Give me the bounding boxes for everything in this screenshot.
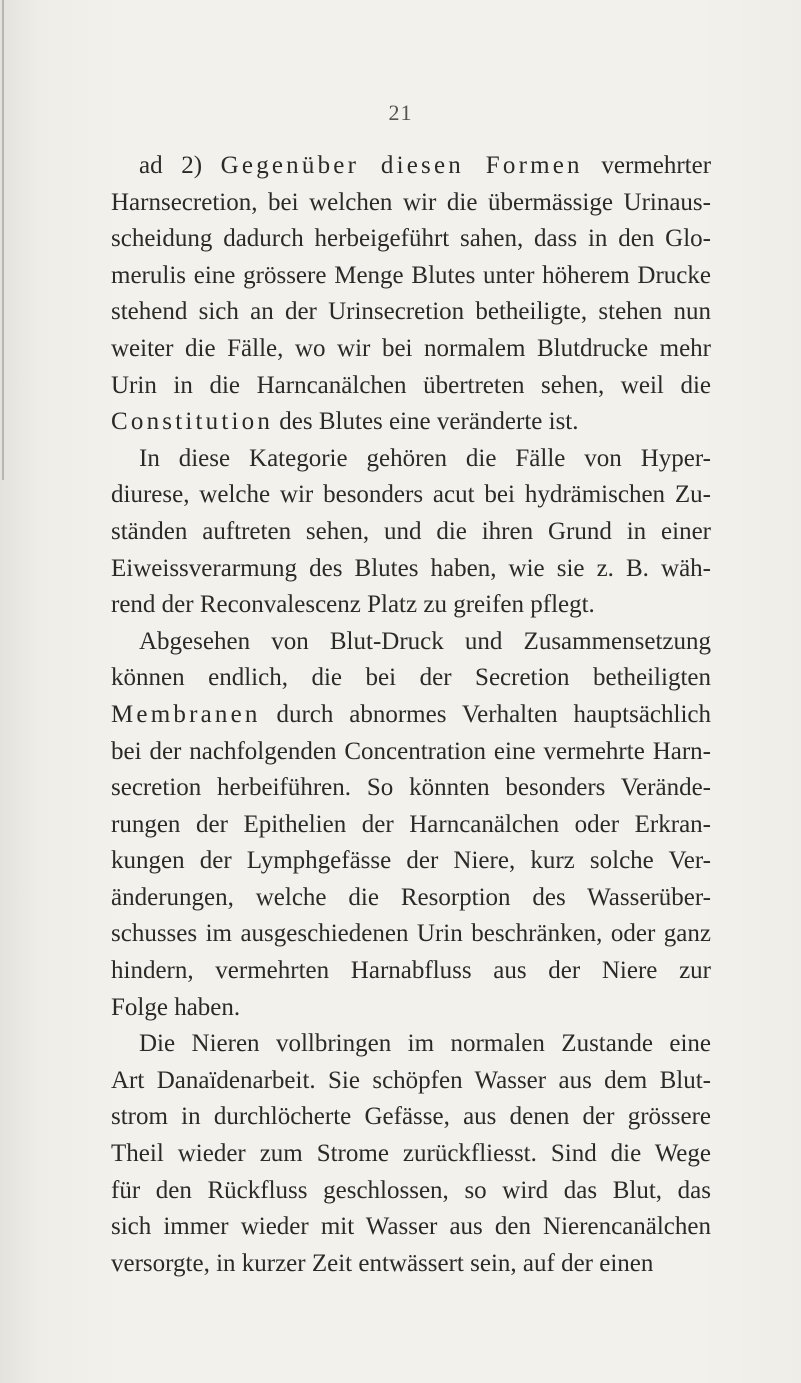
- text-segment: strom in durchlöcherte Gefässe, aus denen der grössere: [111, 1103, 711, 1131]
- text-segment: Eiweissverarmung des Blutes haben, wie sie z. B. wäh-: [111, 554, 711, 582]
- paragraph: [111, 148, 711, 441]
- paragraph: [111, 441, 711, 624]
- text-segment: für den Rückfluss geschlossen, so wird das Blut, das: [111, 1176, 711, 1204]
- text-line: [111, 551, 711, 588]
- text-segment: Art Danaïdenarbeit. Sie schöpfen Wasser aus dem Blut-: [111, 1066, 711, 1094]
- paragraph: [111, 1026, 711, 1282]
- text-line: [111, 1136, 711, 1173]
- text-line: [111, 587, 711, 624]
- text-line: [111, 477, 711, 514]
- text-segment: diurese, welche wir besonders acut bei hydrämischen Zu-: [111, 481, 711, 509]
- text-segment: stehend sich an der Urinsecretion betheiligte, stehen nun: [111, 298, 711, 326]
- text-segment: In diese Kategorie gehören die Fälle von Hyper-: [139, 444, 711, 472]
- text-line: [111, 514, 711, 551]
- text-line: [111, 148, 711, 185]
- text-segment: Harnsecretion, bei welchen wir die übermässige Urinaus-: [111, 188, 711, 216]
- text-line: [111, 1026, 711, 1063]
- paragraph: [111, 624, 711, 1027]
- text-line: [111, 953, 711, 990]
- text-segment: durch abnormes Verhalten hauptsächlich: [260, 700, 711, 728]
- spaced-emphasis: Membranen: [111, 700, 261, 728]
- text-line: [111, 368, 711, 405]
- text-segment: hindern, vermehrten Harnabfluss aus der Niere zur: [111, 957, 711, 985]
- text-segment: sich immer wieder mit Wasser aus den Nierencanälchen: [111, 1213, 711, 1241]
- text-line: [111, 697, 711, 734]
- text-line: [111, 1173, 711, 1210]
- text-segment: merulis eine grössere Menge Blutes unter höherem Drucke: [111, 261, 711, 289]
- text-line: [111, 1209, 711, 1246]
- text-segment: bei der nachfolgenden Concentration eine vermehrte Harn-: [111, 737, 711, 765]
- text-segment: Abgesehen von Blut-Druck und Zusammensetzung: [139, 627, 711, 655]
- page-number: 21: [388, 100, 413, 125]
- text-line: [111, 734, 711, 771]
- text-segment: des Blutes eine veränderte ist.: [273, 408, 579, 436]
- text-line: [111, 258, 711, 295]
- text-line: [111, 185, 711, 222]
- binding-edge: [2, 0, 4, 480]
- text-line: [111, 331, 711, 368]
- text-segment: Die Nieren vollbringen im normalen Zustande eine: [139, 1030, 711, 1058]
- text-segment: schusses im ausgeschiedenen Urin beschränken, oder ganz: [111, 920, 711, 948]
- text-line: [111, 294, 711, 331]
- text-line: [111, 770, 711, 807]
- text-line: [111, 660, 711, 697]
- text-segment: versorgte, in kurzer Zeit entwässert sein, auf der einen: [111, 1249, 654, 1277]
- text-line: [111, 441, 711, 478]
- text-segment: secretion herbeiführen. So könnten besonders Verände-: [111, 774, 711, 802]
- text-segment: können endlich, die bei der Secretion betheiligten: [111, 664, 711, 692]
- text-line: [111, 807, 711, 844]
- spaced-emphasis: Gegenüber diesen Formen: [220, 152, 583, 179]
- text-line: [111, 221, 711, 258]
- text-line: [111, 843, 711, 880]
- text-line: [111, 624, 711, 661]
- text-segment: ständen auftreten sehen, und die ihren Grund in einer: [111, 517, 711, 545]
- text-line: [111, 404, 711, 441]
- text-line: [111, 1063, 711, 1100]
- text-line: [111, 1246, 711, 1283]
- text-segment: vermehrter: [582, 152, 712, 179]
- text-line: [111, 916, 711, 953]
- text-segment: scheidung dadurch herbeigeführt sahen, dass in den Glo-: [111, 225, 711, 253]
- body-text: [111, 148, 711, 1282]
- text-line: [111, 1099, 711, 1136]
- text-segment: rend der Reconvalescenz Platz zu greifen pflegt.: [111, 591, 595, 619]
- text-segment: kungen der Lymphgefässe der Niere, kurz solche Ver-: [111, 847, 711, 875]
- text-segment: Theil wieder zum Strome zurückfliesst. Sind die Wege: [111, 1140, 711, 1168]
- text-segment: änderungen, welche die Resorption des Wasserüber-: [111, 883, 711, 911]
- spaced-emphasis: Constitution: [111, 408, 274, 436]
- text-segment: ad 2): [139, 152, 221, 179]
- text-segment: Folge haben.: [111, 993, 241, 1021]
- text-segment: Urin in die Harncanälchen übertreten sehen, weil die: [111, 371, 711, 399]
- text-line: [111, 880, 711, 917]
- text-segment: rungen der Epithelien der Harncanälchen oder Erkran-: [111, 810, 711, 838]
- text-segment: weiter die Fälle, wo wir bei normalem Blutdrucke mehr: [111, 334, 711, 362]
- text-line: [111, 990, 711, 1027]
